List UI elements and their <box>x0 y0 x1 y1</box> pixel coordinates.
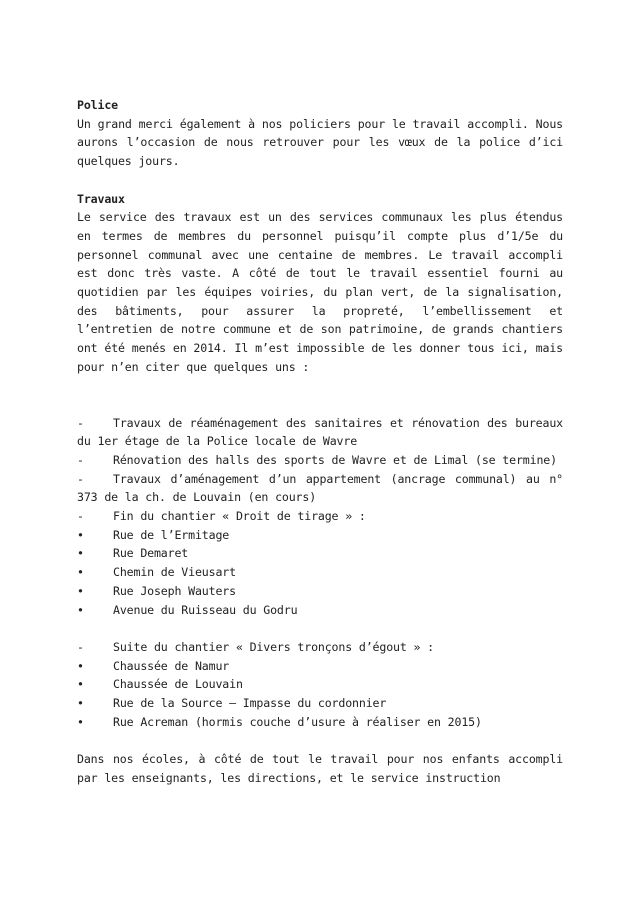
list-item-text: Suite du chantier « Divers tronçons d’égout » : <box>113 639 435 654</box>
dash-marker: - <box>77 639 84 654</box>
list-item <box>77 563 563 582</box>
ecoles-paragraph: Dans nos écoles, à côté de tout le travail pour nos enfants accompli par les enseignants, les directions, et le service instruction <box>77 752 563 785</box>
bullet-marker: • <box>77 677 84 692</box>
list-item-text: Rue de l’Ermitage <box>113 527 230 542</box>
bullet-marker: • <box>77 696 84 711</box>
bullet-marker: • <box>77 714 84 729</box>
list-item-text: Travaux d’aménagement d’un appartement (ancrage communal) au n° 373 de la ch. de Louvain (en cours) <box>77 471 563 505</box>
list-item-text: Chaussée de Louvain <box>113 677 243 692</box>
list-item <box>77 713 563 732</box>
bullet-marker: • <box>77 658 84 673</box>
list-item <box>77 675 563 694</box>
list-item <box>77 470 563 507</box>
list-item <box>77 657 563 676</box>
list-item-text: Fin du chantier « Droit de tirage » : <box>113 509 366 524</box>
list-item-text: Rue Joseph Wauters <box>113 583 236 598</box>
document-page <box>77 96 563 788</box>
list-item <box>77 526 563 545</box>
bullet-marker: • <box>77 565 84 580</box>
list-item <box>77 544 563 563</box>
bullet-marker: • <box>77 602 84 617</box>
bullet-marker: • <box>77 546 84 561</box>
travaux-heading: Travaux <box>77 191 125 206</box>
list-item <box>77 414 563 451</box>
list-item-text: Avenue du Ruisseau du Godru <box>113 602 298 617</box>
list-item <box>77 451 563 470</box>
list-item <box>77 694 563 713</box>
list-item <box>77 601 563 620</box>
police-paragraph: Un grand merci également à nos policiers pour le travail accompli. Nous aurons l’occasion de nous retrouver pour les vœux de la police d’ici quelques jours. <box>77 116 563 169</box>
list-item <box>77 582 563 601</box>
list-item-text: Rue Acreman (hormis couche d’usure à réaliser en 2015) <box>113 714 482 729</box>
spacer <box>77 731 563 750</box>
list-item <box>77 638 563 657</box>
dash-marker: - <box>77 452 84 467</box>
police-heading: Police <box>77 98 118 112</box>
dash-marker: - <box>77 471 84 486</box>
works-list-2 <box>77 638 563 657</box>
list-item-text: Chaussée de Namur <box>113 658 230 673</box>
spacer <box>77 171 563 190</box>
spacer <box>77 619 563 638</box>
dash-marker: - <box>77 415 84 430</box>
bullet-marker: • <box>77 583 84 598</box>
bullet-marker: • <box>77 527 84 542</box>
travaux-paragraph: Le service des travaux est un des services communaux les plus étendus en termes de membres du personnel puisqu’il compte plus d’1/5e du personnel communal avec une centaine de membres. Le travail accompli est donc très vaste. A côté de tout le travail essentiel fourni au quotidien par les équipes voiries, du plan vert, de la signalisation, des bâtiments, pour assurer la propreté, l’embellissement et l’entretien de notre commune et de son patrimoine, de grands chantiers ont été menés en 2014. Il m’est impossible de les donner tous ici, mais pour n’en citer que quelques uns : <box>77 210 563 374</box>
spacer <box>77 377 563 414</box>
list-item-text: Rue Demaret <box>113 546 189 561</box>
list-item-text: Rue de la Source – Impasse du cordonnier <box>113 696 387 711</box>
works-list <box>77 414 563 526</box>
list-item-text: Rénovation des halls des sports de Wavre et de Limal (se termine) <box>113 452 557 467</box>
list-item-text: Travaux de réaménagement des sanitaires et rénovation des bureaux du 1er étage de la Police locale de Wavre <box>77 415 563 449</box>
list-item <box>77 507 563 526</box>
dash-marker: - <box>77 509 84 524</box>
bullet-list-droit-de-tirage <box>77 526 563 620</box>
bullet-list-egout <box>77 657 563 732</box>
list-item-text: Chemin de Vieusart <box>113 565 236 580</box>
